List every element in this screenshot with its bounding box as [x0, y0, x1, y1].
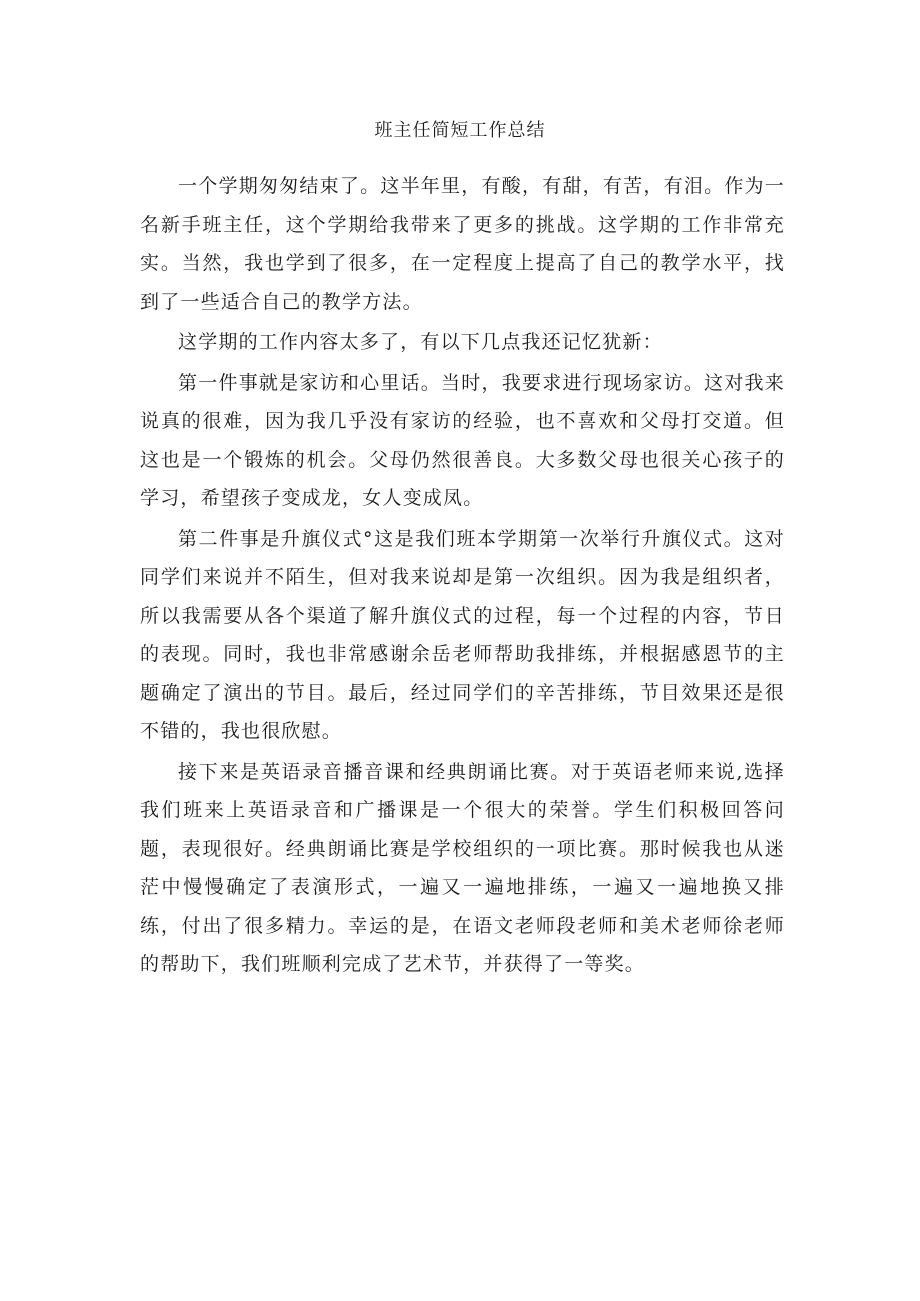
paragraph-home-visit: 第一件事就是家访和心里话。当时，我要求进行现场家访。这对我来说真的很难，因为我几乎没有家访的经验，也不喜欢和父母打交道。但这也是一个锻炼的机会。父母仍然很善良。大多数父母也很关心孩子的学习，希望孩子变成龙，女人变成凤。 [140, 371, 785, 509]
document-body [140, 167, 785, 986]
paragraph-english-recitation: 接下来是英语录音播音课和经典朗诵比赛。对于英语老师来说,选择我们班来上英语录音和广播课是一个很大的荣誉。学生们积极回答问题，表现很好。经典朗诵比赛是学校组织的一项比赛。那时候我也从迷茫中慢慢确定了表演形式，一遍又一遍地排练，一遍又一遍地换又排练，付出了很多精力。幸运的是，在语文老师段老师和美术老师徐老师的帮助下，我们班顺利完成了艺术节，并获得了一等奖。 [140, 760, 785, 975]
document-title: 班主任简短工作总结 [374, 120, 546, 141]
paragraph-overview: 这学期的工作内容太多了，有以下几点我还记忆犹新： [178, 331, 663, 353]
paragraph-flag-ceremony: 第二件事是升旗仪式°这是我们班本学期第一次举行升旗仪式。这对同学们来说并不陌生，但对我来说却是第一次组织。因为我是组织者，所以我需要从各个渠道了解升旗仪式的过程，每一个过程的内容，节日的表现。同时，我也非常感谢余岳老师帮助我排练，并根据感恩节的主题确定了演出的节目。最后，经过同学们的辛苦排练，节目效果还是很不错的，我也很欣慰。 [140, 527, 785, 742]
paragraph-intro: 一个学期匆匆结束了。这半年里，有酸，有甜，有苦，有泪。作为一名新手班主任，这个学期给我带来了更多的挑战。这学期的工作非常充实。当然，我也学到了很多，在一定程度上提高了自己的教学水平，找到了一些适合自己的教学方法。 [140, 175, 785, 313]
